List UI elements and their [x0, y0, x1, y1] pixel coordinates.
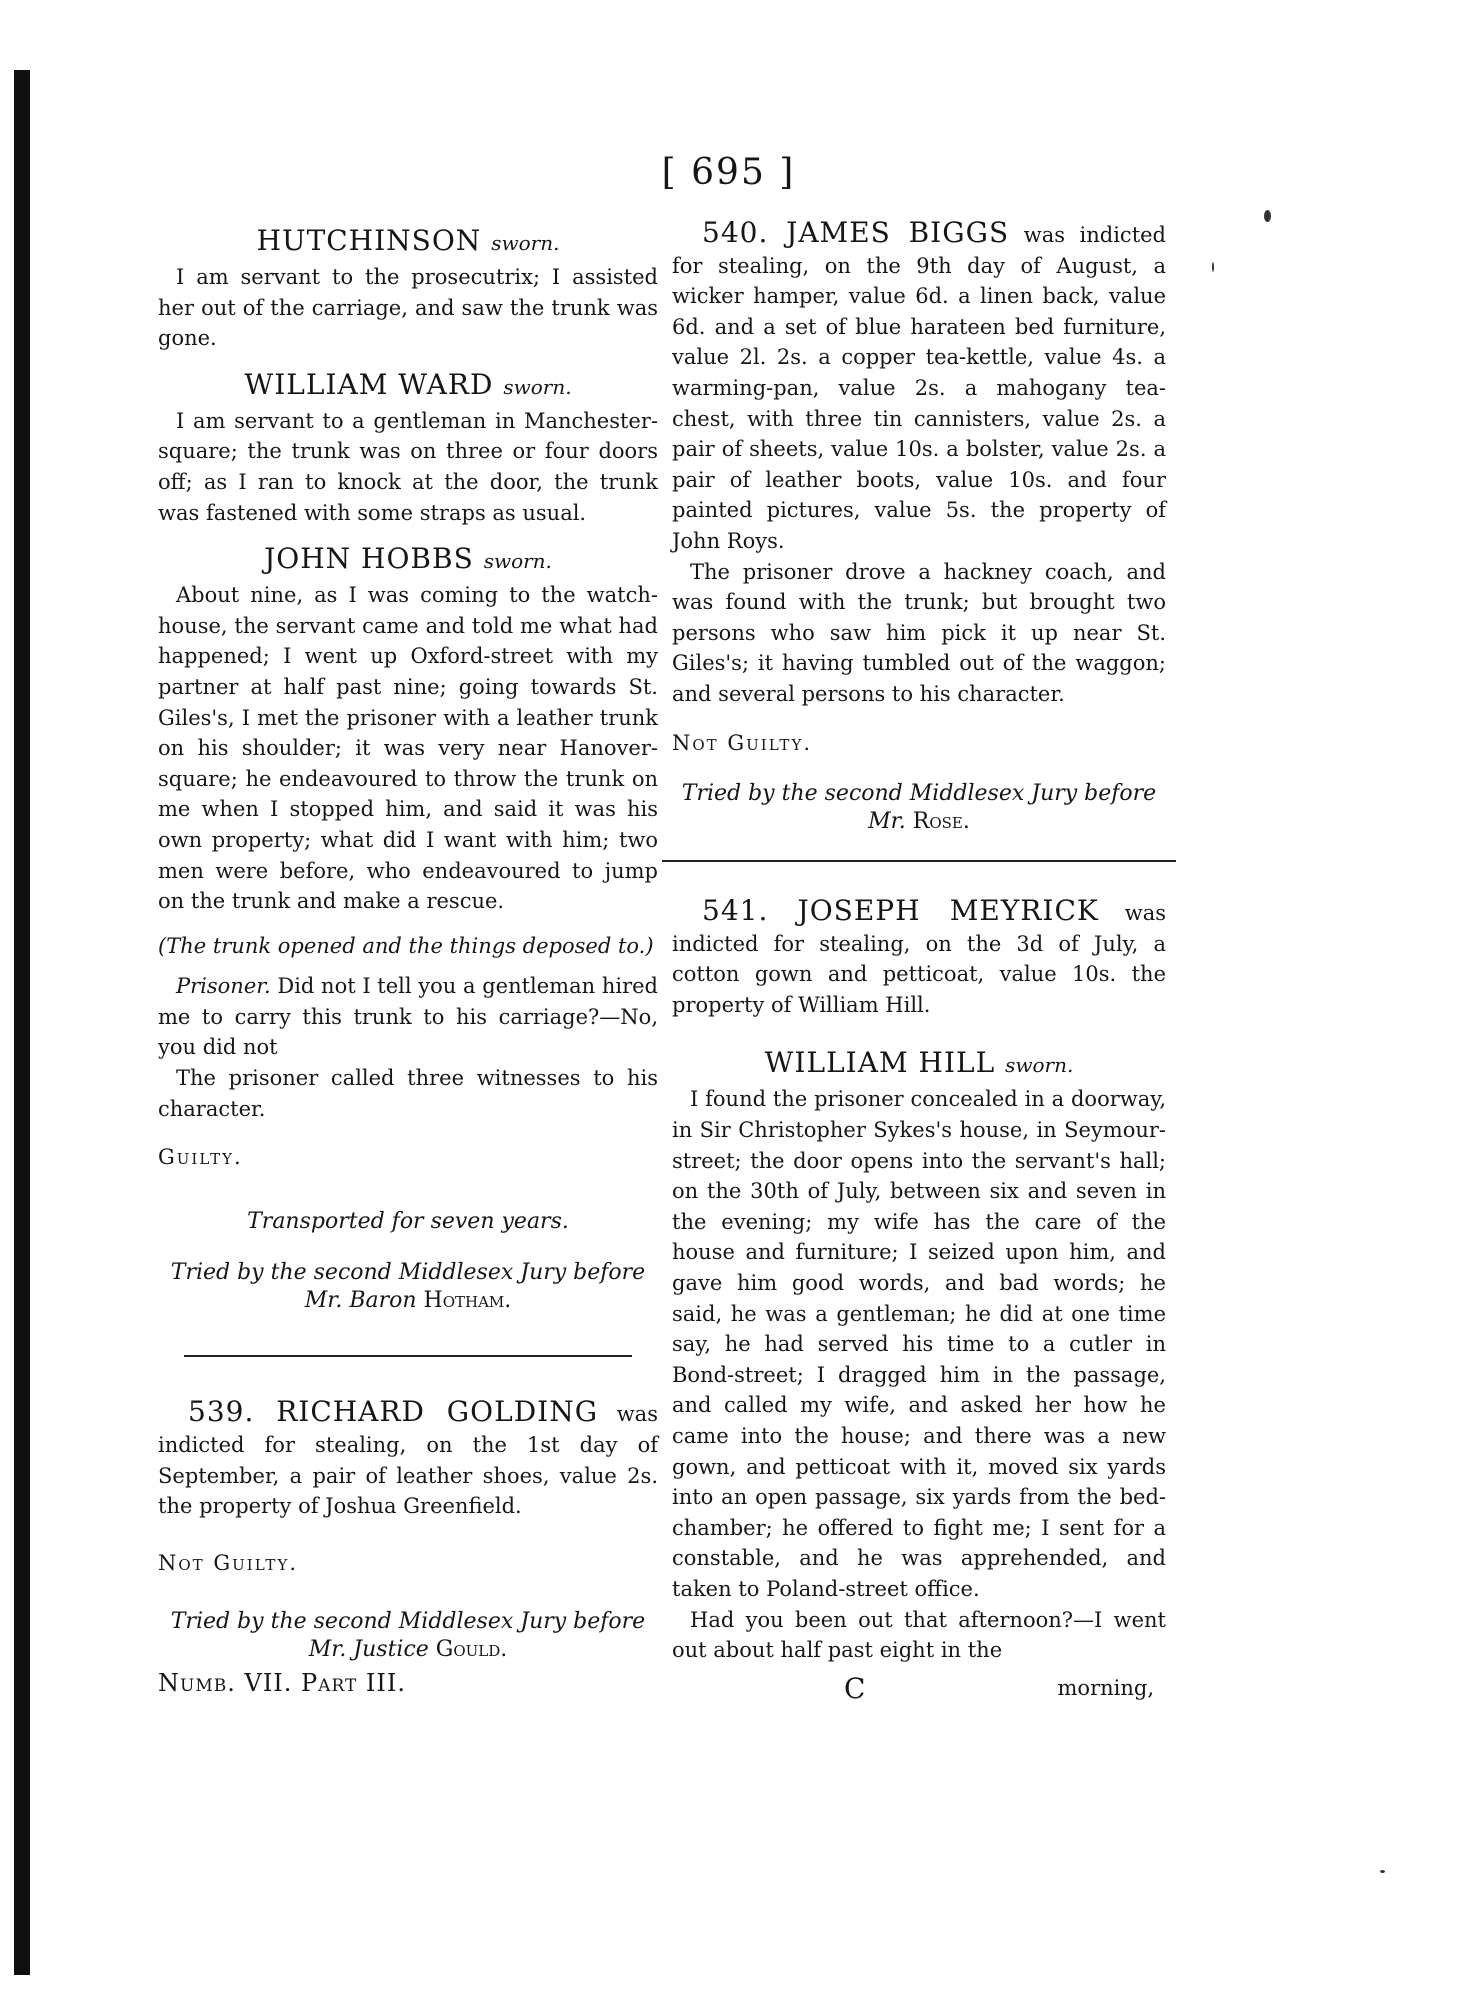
- witness-name: WILLIAM HILL: [764, 1046, 996, 1080]
- tried-line: Tried by the second Middlesex Jury before: [681, 781, 1157, 807]
- question-hill: Had you been out that afternoon?—I went out about half past eight in the: [672, 1607, 1166, 1663]
- verdict-not-guilty: Not Guilty.: [158, 1550, 299, 1575]
- case-title: 539. RICHARD GOLDING: [188, 1395, 599, 1429]
- testimony-hobbs: About nine, as I was coming to the watch-house, the servant came and told me what had happened; I went up Oxford-street with my partner at half past nine; going towards St. Giles's, I met the prisoner with a leather trunk on his shoulder; it was very near Hanover-square; he endeavoured to throw the trunk on me when I stopped him, and said it was his own property; what did I want with him; two men were before, who endeavoured to jump on the trunk and make a rescue.: [158, 583, 658, 914]
- case-title: 540. JAMES BIGGS: [702, 216, 1010, 249]
- testimony-hutchinson: I am servant to the prosecutrix; I assisted her out of the carriage, and saw the trunk was gone.: [158, 265, 658, 351]
- book-spine-shadow: [14, 70, 30, 1975]
- section-divider: [662, 860, 1176, 862]
- tried-before-gould: [158, 1608, 658, 1664]
- sworn-label: sworn.: [503, 374, 572, 399]
- witness-name: JOHN HOBBS: [264, 542, 474, 576]
- page-number: [ 695 ]: [661, 152, 796, 193]
- witness-heading-ward: [158, 368, 658, 404]
- judge-prefix: Mr.: [868, 809, 906, 835]
- witness-heading-hutchinson: [158, 224, 658, 260]
- witness-name: WILLIAM WARD: [244, 367, 494, 401]
- sworn-label: sworn.: [483, 549, 552, 574]
- prisoner-text: Did not I tell you a gentleman hired me to carry this trunk to his carriage?—No, you did not: [158, 974, 658, 1060]
- judge-name: Gould.: [435, 1637, 508, 1663]
- case-540: [672, 218, 1166, 557]
- court-note: (The trunk opened and the things deposed to.): [158, 933, 654, 958]
- case-title: 541. JOSEPH MEYRICK: [702, 894, 1099, 928]
- signature-line: [672, 1672, 1166, 1706]
- issue-footer: Numb. VII. Part III.: [158, 1669, 406, 1698]
- tried-line: Tried by the second Middlesex Jury before: [170, 1260, 646, 1286]
- defence-540: The prisoner drove a hackney coach, and was found with the trunk; but brought two persons who saw him pick it up near St. Giles's; it having tumbled out of the waggon; and several persons to his character.: [672, 559, 1166, 706]
- testimony-ward: I am servant to a gentleman in Manchester-square; the trunk was on three or four doors off; as I ran to knock at the door, the trunk was fastened with some straps as usual.: [158, 408, 658, 525]
- witness-heading-hobbs: [158, 542, 658, 578]
- verdict-not-guilty: Not Guilty.: [672, 730, 813, 755]
- signature-mark: C: [844, 1671, 866, 1705]
- prisoner-label: Prisoner.: [176, 974, 271, 999]
- judge-prefix: Mr. Justice: [308, 1637, 429, 1663]
- sworn-label: sworn.: [491, 231, 560, 255]
- judge-name: Hotham.: [423, 1288, 512, 1314]
- left-column: [158, 210, 658, 1699]
- judge-name: Rose.: [912, 809, 970, 835]
- scan-speck: [1212, 262, 1214, 272]
- tried-before-rose: [672, 780, 1166, 836]
- scan-speck: [1264, 210, 1271, 222]
- case-text: was indicted for stealing, on the 3d of July, a cotton gown and petticoat, value 10s. the property of William Hill.: [672, 901, 1166, 1017]
- sworn-label: sworn.: [1005, 1053, 1074, 1078]
- tried-line: Tried by the second Middlesex Jury before: [170, 1609, 646, 1635]
- case-text: was indicted for stealing, on the 9th day of August, a wicker hamper, value 6d. a linen back, value 6d. and a set of blue harateen bed furniture, value 2l. 2s. a copper tea-kettle, value 4s. a warming-pan, value 2s. a mahogany tea-chest, with three tin cannisters, value 2s. a pair of sheets, value 10s. a bolster, value 2s. a pair of leather boots, value 10s. and four painted pictures, value 5s. the property of John Roys.: [672, 223, 1167, 553]
- verdict-guilty: Guilty.: [158, 1145, 243, 1170]
- scan-speck: [1380, 1870, 1385, 1873]
- testimony-hill: I found the prisoner concealed in a doorway, in Sir Christopher Sykes's house, in Seymour-street; the door opens into the servant's hall; on the 30th of July, between six and seven in the evening; my wife has the care of the house and furniture; I seized upon him, and gave him good words, and bad words; he said, he was a gentleman; he did at one time say, he had served his time to a cutler in Bond-street; I dragged him in the passage, and called my wife, and asked her how he came into the house; and there was a new gown, and petticoat with it, moved six yards into an open passage, six yards from the bed-chamber; he offered to fight me; I sent for a constable, and he was apprehended, and taken to Poland-street office.: [672, 1087, 1166, 1601]
- case-text: was indicted for stealing, on the 1st day of September, a pair of leather shoes, value 2s. the property of Joshua Greenfield.: [158, 1402, 658, 1519]
- section-divider: [184, 1355, 632, 1357]
- witness-heading-hill: [672, 1046, 1166, 1082]
- judge-prefix: Mr. Baron: [304, 1288, 417, 1314]
- tried-before-hotham: [158, 1259, 658, 1315]
- case-541: [672, 896, 1166, 1020]
- sentence: Transported for seven years.: [247, 1208, 569, 1234]
- witness-name: HUTCHINSON: [256, 224, 482, 257]
- catchword: morning,: [1057, 1675, 1154, 1700]
- prisoner-question: [158, 971, 658, 1063]
- right-column: [672, 210, 1166, 1706]
- case-539: [158, 1397, 658, 1521]
- character-witnesses: The prisoner called three witnesses to his character.: [158, 1066, 658, 1121]
